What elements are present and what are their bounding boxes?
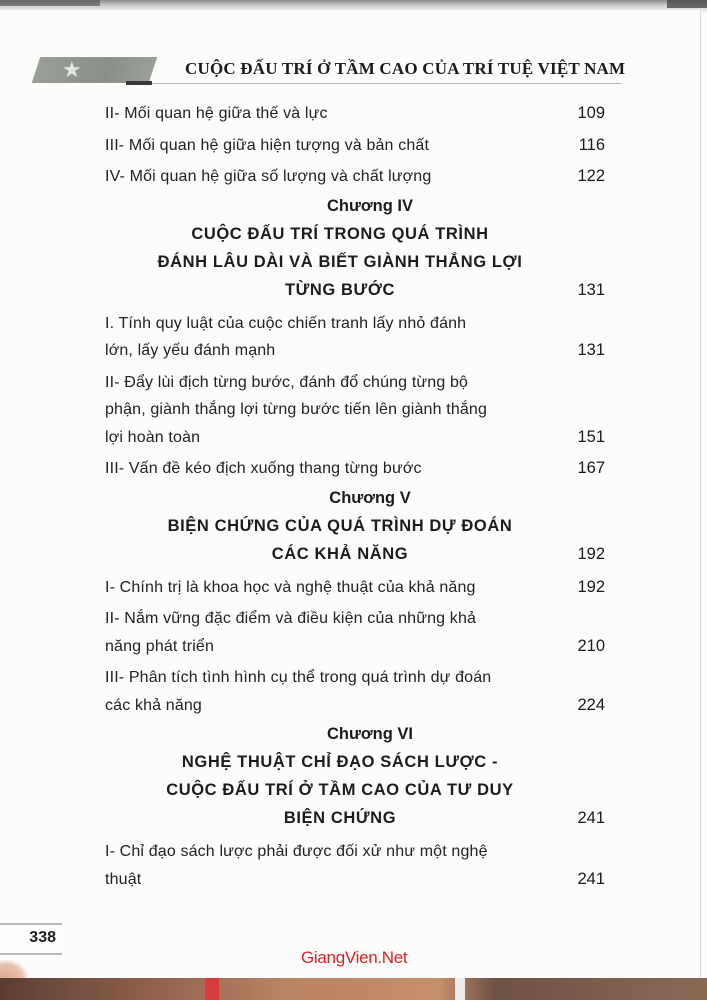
chapter-title-line: NGHỆ THUẬT CHỈ ĐẠO SÁCH LƯỢC - bbox=[181, 753, 499, 771]
toc-entry-title: II- Mối quan hệ giữa thế và lực bbox=[105, 105, 328, 122]
toc-entry-page: 116 bbox=[578, 135, 605, 154]
toc-entry-title: III- Vấn đề kéo địch xuống thang từng bước bbox=[105, 460, 422, 477]
toc-entry[interactable] bbox=[105, 574, 605, 602]
toc-entry-line: lớn, lấy yếu đánh mạnh bbox=[105, 342, 276, 359]
chapter-heading-iv[interactable] bbox=[105, 193, 605, 304]
toc-entry-line: năng phát triển bbox=[105, 637, 214, 655]
toc-entry[interactable] bbox=[105, 132, 605, 160]
chapter-title-line: CUỘC ĐẤU TRÍ Ở TẦM CAO CỦA TƯ DUY bbox=[166, 781, 514, 799]
table-of-contents bbox=[105, 100, 605, 897]
header-banner-accent bbox=[126, 81, 152, 85]
chapter-page: 131 bbox=[577, 280, 605, 299]
header-rule bbox=[152, 83, 622, 84]
star-icon: ★ bbox=[62, 58, 82, 83]
toc-entry-line: II- Đẩy lùi địch từng bước, đánh đổ chúng từng bộ bbox=[105, 373, 469, 391]
background-white-object bbox=[455, 978, 465, 1000]
toc-entry[interactable] bbox=[105, 100, 605, 128]
toc-entry[interactable] bbox=[105, 369, 605, 452]
chapter-heading-vi[interactable] bbox=[105, 721, 605, 832]
chapter-title-line: TỪNG BƯỚC bbox=[284, 280, 396, 299]
toc-entry-page: 192 bbox=[577, 577, 605, 596]
toc-entry-line: I. Tính quy luật của cuộc chiến tranh lấy nhỏ đánh bbox=[105, 314, 467, 332]
background-red-object bbox=[205, 978, 219, 1000]
chapter-label: Chương V bbox=[329, 488, 411, 507]
background-surface bbox=[0, 978, 707, 1000]
toc-entry[interactable] bbox=[105, 605, 605, 660]
toc-entry-page: 210 bbox=[577, 636, 605, 655]
toc-entry-page: 224 bbox=[577, 695, 605, 714]
toc-entry-page: 131 bbox=[577, 341, 605, 359]
chapter-page: 192 bbox=[577, 544, 605, 563]
toc-entry[interactable] bbox=[105, 664, 605, 719]
toc-entry-line: I- Chỉ đạo sách lược phải được đối xử như một nghệ bbox=[105, 843, 488, 860]
toc-entry-page: 109 bbox=[577, 104, 605, 122]
running-header bbox=[0, 50, 707, 90]
chapter-title-line: BIỆN CHỨNG CỦA QUÁ TRÌNH DỰ ĐOÁN bbox=[167, 516, 513, 535]
toc-entry-line: các khả năng bbox=[105, 696, 202, 714]
chapter-heading-v[interactable] bbox=[105, 485, 605, 568]
page-number-tab bbox=[0, 923, 62, 955]
toc-entry-line: II- Nắm vững đặc điểm và điều kiện của những khả bbox=[105, 610, 477, 627]
chapter-title-line: CUỘC ĐẤU TRÍ TRONG QUÁ TRÌNH bbox=[191, 224, 489, 243]
chapter-label: Chương IV bbox=[326, 196, 413, 215]
chapter-title-line: BIỆN CHỨNG bbox=[283, 809, 397, 827]
toc-entry[interactable] bbox=[105, 310, 605, 365]
page-top-shadow-right bbox=[667, 0, 707, 8]
toc-entry-line: lợi hoàn toàn bbox=[105, 428, 201, 446]
toc-entry-page: 122 bbox=[577, 167, 605, 185]
toc-entry-line: III- Phân tích tình hình cụ thể trong quá trình dự đoán bbox=[105, 669, 492, 686]
running-header-title: CUỘC ĐẤU TRÍ Ở TẦM CAO CỦA TRÍ TUỆ VIỆT NAM bbox=[185, 59, 626, 78]
chapter-title-line: ĐÁNH LÂU DÀI VÀ BIẾT GIÀNH THẮNG LỢI bbox=[157, 252, 523, 271]
toc-entry-page: 167 bbox=[577, 459, 605, 477]
toc-entry-title: III- Mối quan hệ giữa hiện tượng và bản chất bbox=[105, 136, 430, 154]
page-number: 338 bbox=[29, 929, 56, 946]
toc-entry-line: phận, giành thắng lợi từng bước tiến lên giành thắng bbox=[105, 401, 488, 418]
chapter-title-line: CÁC KHẢ NĂNG bbox=[271, 544, 409, 563]
chapter-page: 241 bbox=[577, 809, 605, 827]
toc-entry[interactable] bbox=[105, 838, 605, 893]
watermark-link[interactable]: GiangVien.Net bbox=[301, 948, 408, 967]
toc-entry-line: thuật bbox=[105, 870, 142, 888]
toc-entry-title: IV- Mối quan hệ giữa số lượng và chất lượng bbox=[105, 168, 432, 185]
page-top-shadow-left bbox=[0, 0, 100, 6]
chapter-label: Chương VI bbox=[326, 725, 413, 743]
header-banner bbox=[32, 57, 157, 83]
toc-entry-title: I- Chính trị là khoa học và nghệ thuật của khả năng bbox=[105, 578, 476, 596]
toc-entry-page: 241 bbox=[577, 869, 605, 888]
toc-entry[interactable] bbox=[105, 455, 605, 483]
toc-entry[interactable] bbox=[105, 163, 605, 191]
toc-entry-page: 151 bbox=[577, 427, 605, 446]
